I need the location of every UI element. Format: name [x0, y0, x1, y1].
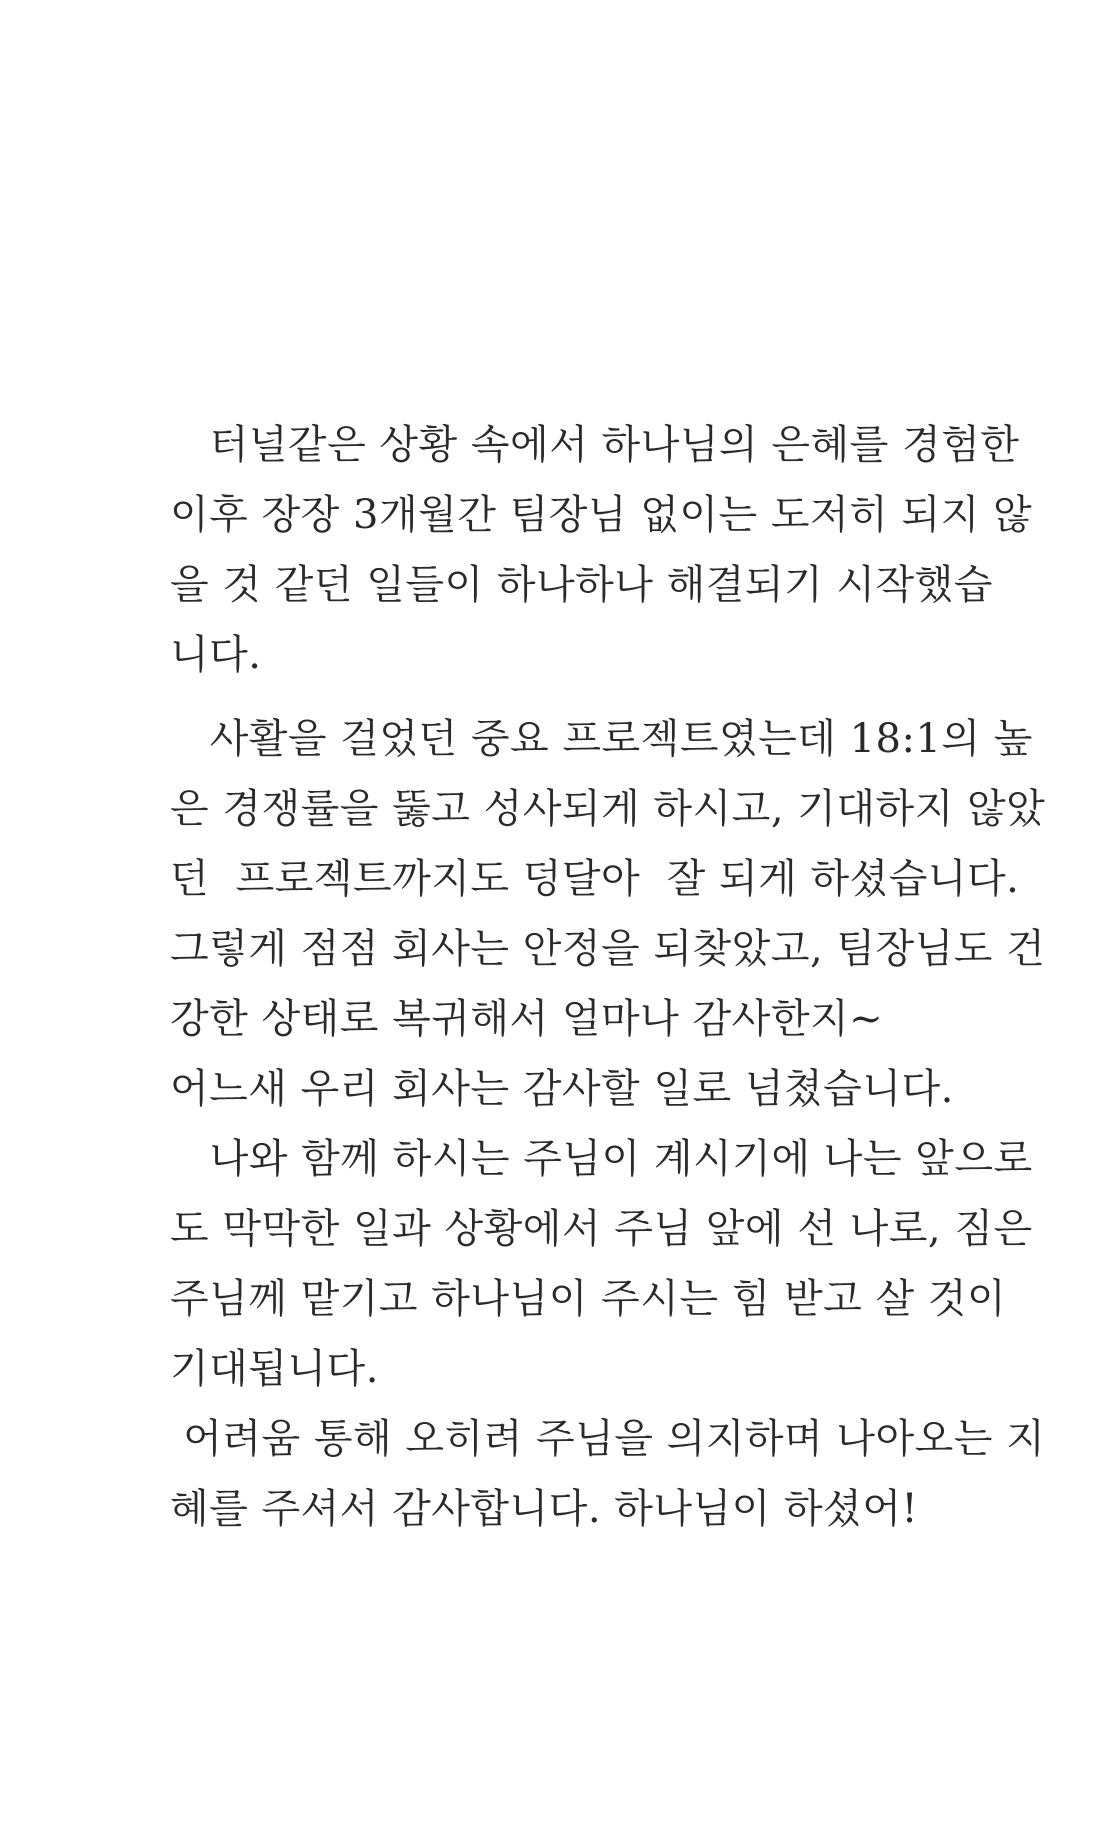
paragraph-3: [170, 1124, 1046, 1544]
paragraph-line: 을 것 같던 일들이 하나하나 해결되기 시작했습: [170, 562, 993, 608]
paragraph-line: 주님께 맡기고 하나님이 주시는 힘 받고 살 것이: [170, 1276, 1007, 1322]
paragraph-line: 터널같은 상황 속에서 하나님의 은혜를 경험한: [170, 422, 1020, 468]
paragraph-line: 어느새 우리 회사는 감사할 일로 넘쳤습니다.: [170, 1066, 954, 1112]
paragraph-line: 사활을 걸었던 중요 프로젝트였는데 18:1의 높: [170, 716, 1033, 762]
paragraph-line: 기대됩니다.: [170, 1346, 379, 1392]
paragraph-line: 니다.: [170, 632, 262, 678]
paragraph-line: 혜를 주셔서 감사합니다. 하나님이 하셨어!: [170, 1486, 919, 1532]
paragraph-line: 그렇게 점점 회사는 안정을 되찾았고, 팀장님도 건: [170, 926, 1046, 972]
paragraph-line: 던 프로젝트까지도 덩달아 잘 되게 하셨습니다.: [170, 856, 1020, 902]
paragraph-2: [170, 704, 1046, 1124]
paragraph-line: 강한 상태로 복귀해서 얼마나 감사한지~: [170, 996, 884, 1042]
paragraph-line: 어려움 통해 오히려 주님을 의지하며 나아오는 지: [170, 1416, 1046, 1462]
paragraph-line: 도 막막한 일과 상황에서 주님 앞에 선 나로, 짐은: [170, 1206, 1033, 1252]
paragraph-1: [170, 410, 1033, 690]
paragraph-line: 나와 함께 하시는 주님이 계시기에 나는 앞으로: [170, 1136, 1033, 1182]
paragraph-line: 이후 장장 3개월간 팀장님 없이는 도저히 되지 않: [170, 492, 1033, 538]
paragraph-line: 은 경쟁률을 뚫고 성사되게 하시고, 기대하지 않았: [170, 786, 1046, 832]
